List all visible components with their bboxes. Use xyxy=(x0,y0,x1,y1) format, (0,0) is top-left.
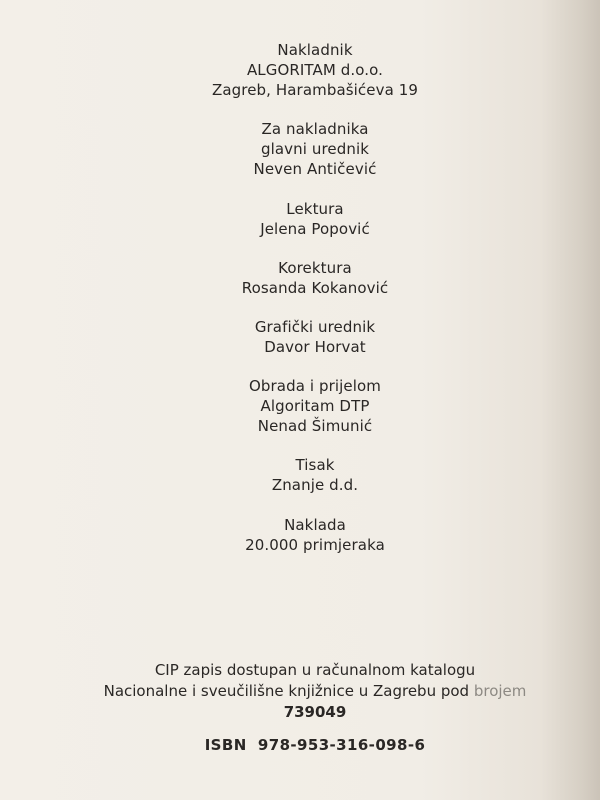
graphic-editor-heading: Grafički urednik xyxy=(254,318,376,336)
edition-count: 20.000 primjeraka xyxy=(245,536,385,554)
correction-name: Rosanda Kokanović xyxy=(241,279,389,297)
cip-line-2-main: Nacionalne i sveučilišne knjižnice u Zagrebu pod xyxy=(103,682,474,700)
cip-line-2-faded: brojem xyxy=(473,682,527,700)
edition-heading: Naklada xyxy=(284,516,346,534)
proofreading-heading: Lektura xyxy=(286,200,344,218)
print-heading: Tisak xyxy=(295,456,335,474)
for-publisher-role: glavni urednik xyxy=(260,140,370,158)
for-publisher-block xyxy=(0,119,600,179)
graphic-editor-block xyxy=(0,317,600,357)
print-block xyxy=(0,455,600,495)
cip-line-1: CIP zapis dostupan u računalnom katalogu xyxy=(154,661,476,679)
isbn: ISBN 978-953-316-098-6 xyxy=(204,736,426,754)
correction-block xyxy=(0,258,600,298)
layout-heading: Obrada i prijelom xyxy=(248,377,381,395)
proofreading-name: Jelena Popović xyxy=(260,220,370,238)
cip-line-2 xyxy=(0,681,600,702)
cip-block xyxy=(0,660,600,723)
publisher-address: Zagreb, Harambašićeva 19 xyxy=(211,81,419,99)
publisher-block xyxy=(0,40,600,100)
layout-block xyxy=(0,376,600,436)
for-publisher-name: Neven Antičević xyxy=(253,160,377,178)
proofreading-block xyxy=(0,199,600,239)
layout-studio: Algoritam DTP xyxy=(260,397,370,415)
layout-name: Nenad Šimunić xyxy=(257,417,373,435)
for-publisher-heading: Za nakladnika xyxy=(261,120,369,138)
correction-heading: Korektura xyxy=(278,259,352,277)
publisher-name: ALGORITAM d.o.o. xyxy=(246,61,384,79)
graphic-editor-name: Davor Horvat xyxy=(264,338,366,356)
edition-block xyxy=(0,515,600,555)
cip-number: 739049 xyxy=(283,703,347,721)
publisher-heading: Nakladnik xyxy=(277,41,353,59)
print-name: Znanje d.d. xyxy=(271,476,359,494)
